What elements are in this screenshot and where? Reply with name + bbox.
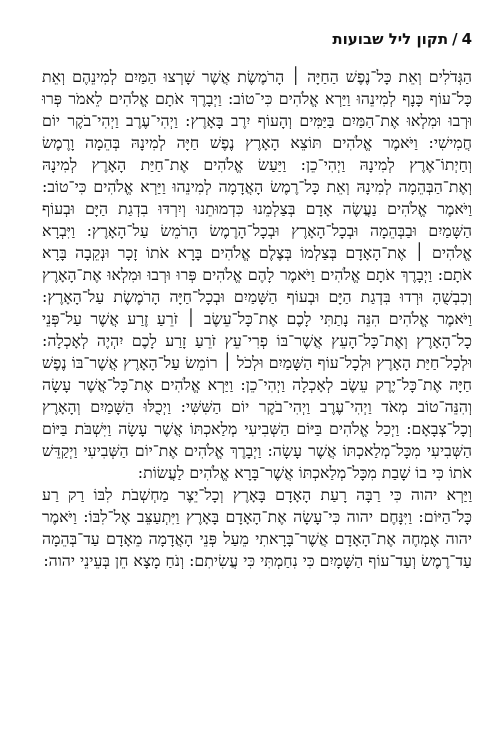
body-text <box>42 66 472 572</box>
paragraph-genesis-noah: וַיַּרְא יהוה כִּי רַבָּה רָעַת הָאָדָם בָּאָרֶץ וְכָל־יֵצֶר מַחְשְׁבֹת לִבּוֹ רַק רַע כָּל־הַיּוֹם: וַיִּנָּחֶם יהוה כִּי־עָשָׂה אֶת־הָאָדָם בָּאָרֶץ וַיִּתְעַצֵּב אֶל־לִבּוֹ: וַיֹּאמֶר יהוה אֶמְחֶה אֶת־הָאָדָם אֲשֶׁר־בָּרָאתִי מֵעַל פְּנֵי הָאֲדָמָה מֵאָדָם עַד־בְּהֵמָה עַד־רֶמֶשׂ וְעַד־עוֹף הַשָּׁמָיִם כִּי נִחַמְתִּי כִּי עֲשִׂיתִם: וְנֹחַ מָצָא חֵן בְּעֵינֵי יהוה: <box>42 485 472 570</box>
header-page-number: 4 <box>461 30 472 48</box>
running-header <box>28 28 472 50</box>
paragraph-genesis-creation: הַגְּדֹלִים וְאֵת כָּל־נֶפֶשׁ הַחַיָּה ׀ הָרֹמֶשֶׂת אֲשֶׁר שָׁרְצוּ הַמַּיִם לְמִינֵהֶם וְאֵת כָּל־עוֹף כָּנָף לְמִינֵהוּ וַיַּרְא אֱלֹהִים כִּי־טוֹב: וַיְבָרֶךְ אֹתָם אֱלֹהִים לֵאמֹר פְּרוּ וּרְבוּ וּמִלְאוּ אֶת־הַמַּיִם בַּיַּמִּים וְהָעוֹף יִרֶב בָּאָרֶץ: וַיְהִי־עֶרֶב וַיְהִי־בֹקֶר יוֹם חֲמִישִׁי: וַיֹּאמֶר אֱלֹהִים תּוֹצֵא הָאָרֶץ נֶפֶשׁ חַיָּה לְמִינָהּ בְּהֵמָה וָרֶמֶשׂ וְחַיְתוֹ־אֶרֶץ לְמִינָהּ וַיְהִי־כֵן: וַיַּעַשׂ אֱלֹהִים אֶת־חַיַּת הָאָרֶץ לְמִינָהּ וְאֶת־הַבְּהֵמָה לְמִינָהּ וְאֵת כָּל־רֶמֶשׂ הָאֲדָמָה לְמִינֵהוּ וַיַּרְא אֱלֹהִים כִּי־טוֹב: וַיֹּאמֶר אֱלֹהִים נַעֲשֶׂה אָדָם בְּצַלְמֵנוּ כִּדְמוּתֵנוּ וְיִרְדּוּ בִדְגַת הַיָּם וּבְעוֹף הַשָּׁמַיִם וּבַבְּהֵמָה וּבְכָל־הָאָרֶץ וּבְכָל־הָרֶמֶשׂ הָרֹמֵשׂ עַל־הָאָרֶץ: וַיִּבְרָא אֱלֹהִים ׀ אֶת־הָאָדָם בְּצַלְמוֹ בְּצֶלֶם אֱלֹהִים בָּרָא אֹתוֹ זָכָר וּנְקֵבָה בָּרָא אֹתָם: וַיְבָרֶךְ אֹתָם אֱלֹהִים וַיֹּאמֶר לָהֶם אֱלֹהִים פְּרוּ וּרְבוּ וּמִלְאוּ אֶת־הָאָרֶץ וְכִבְשֻׁהָ וּרְדוּ בִּדְגַת הַיָּם וּבְעוֹף הַשָּׁמַיִם וּבְכָל־חַיָּה הָרֹמֶשֶׂת עַל־הָאָרֶץ: וַיֹּאמֶר אֱלֹהִים הִנֵּה נָתַתִּי לָכֶם אֶת־כָּל־עֵשֶׂב ׀ זֹרֵעַ זֶרַע אֲשֶׁר עַל־פְּנֵי כָל־הָאָרֶץ וְאֶת־כָּל־הָעֵץ אֲשֶׁר־בּוֹ פְרִי־עֵץ זֹרֵעַ זָרַע לָכֶם יִהְיֶה לְאָכְלָה: וּלְכָל־חַיַּת הָאָרֶץ וּלְכָל־עוֹף הַשָּׁמַיִם וּלְכֹל ׀ רוֹמֵשׂ עַל־הָאָרֶץ אֲשֶׁר־בּוֹ נֶפֶשׁ חַיָּה אֶת־כָּל־יֶרֶק עֵשֶׂב לְאָכְלָה וַיְהִי־כֵן: וַיַּרְא אֱלֹהִים אֶת־כָּל־אֲשֶׁר עָשָׂה וְהִנֵּה־טוֹב מְאֹד וַיְהִי־עֶרֶב וַיְהִי־בֹקֶר יוֹם הַשִּׁשִּׁי: וַיְכֻלּוּ הַשָּׁמַיִם וְהָאָרֶץ וְכָל־צְבָאָם: וַיְכַל אֱלֹהִים בַּיּוֹם הַשְּׁבִיעִי מְלַאכְתּוֹ אֲשֶׁר עָשָׂה וַיִּשְׁבֹּת בַּיּוֹם הַשְּׁבִיעִי מִכָּל־מְלַאכְתּוֹ אֲשֶׁר עָשָׂה: וַיְבָרֶךְ אֱלֹהִים אֶת־יוֹם הַשְּׁבִיעִי וַיְקַדֵּשׁ אֹתוֹ כִּי בוֹ שָׁבַת מִכָּל־מְלַאכְתּוֹ אֲשֶׁר־בָּרָא אֱלֹהִים לַעֲשׂוֹת: <box>42 67 472 482</box>
header-title: תקון ליל שבועות <box>332 30 449 48</box>
header-separator: / <box>452 30 458 48</box>
